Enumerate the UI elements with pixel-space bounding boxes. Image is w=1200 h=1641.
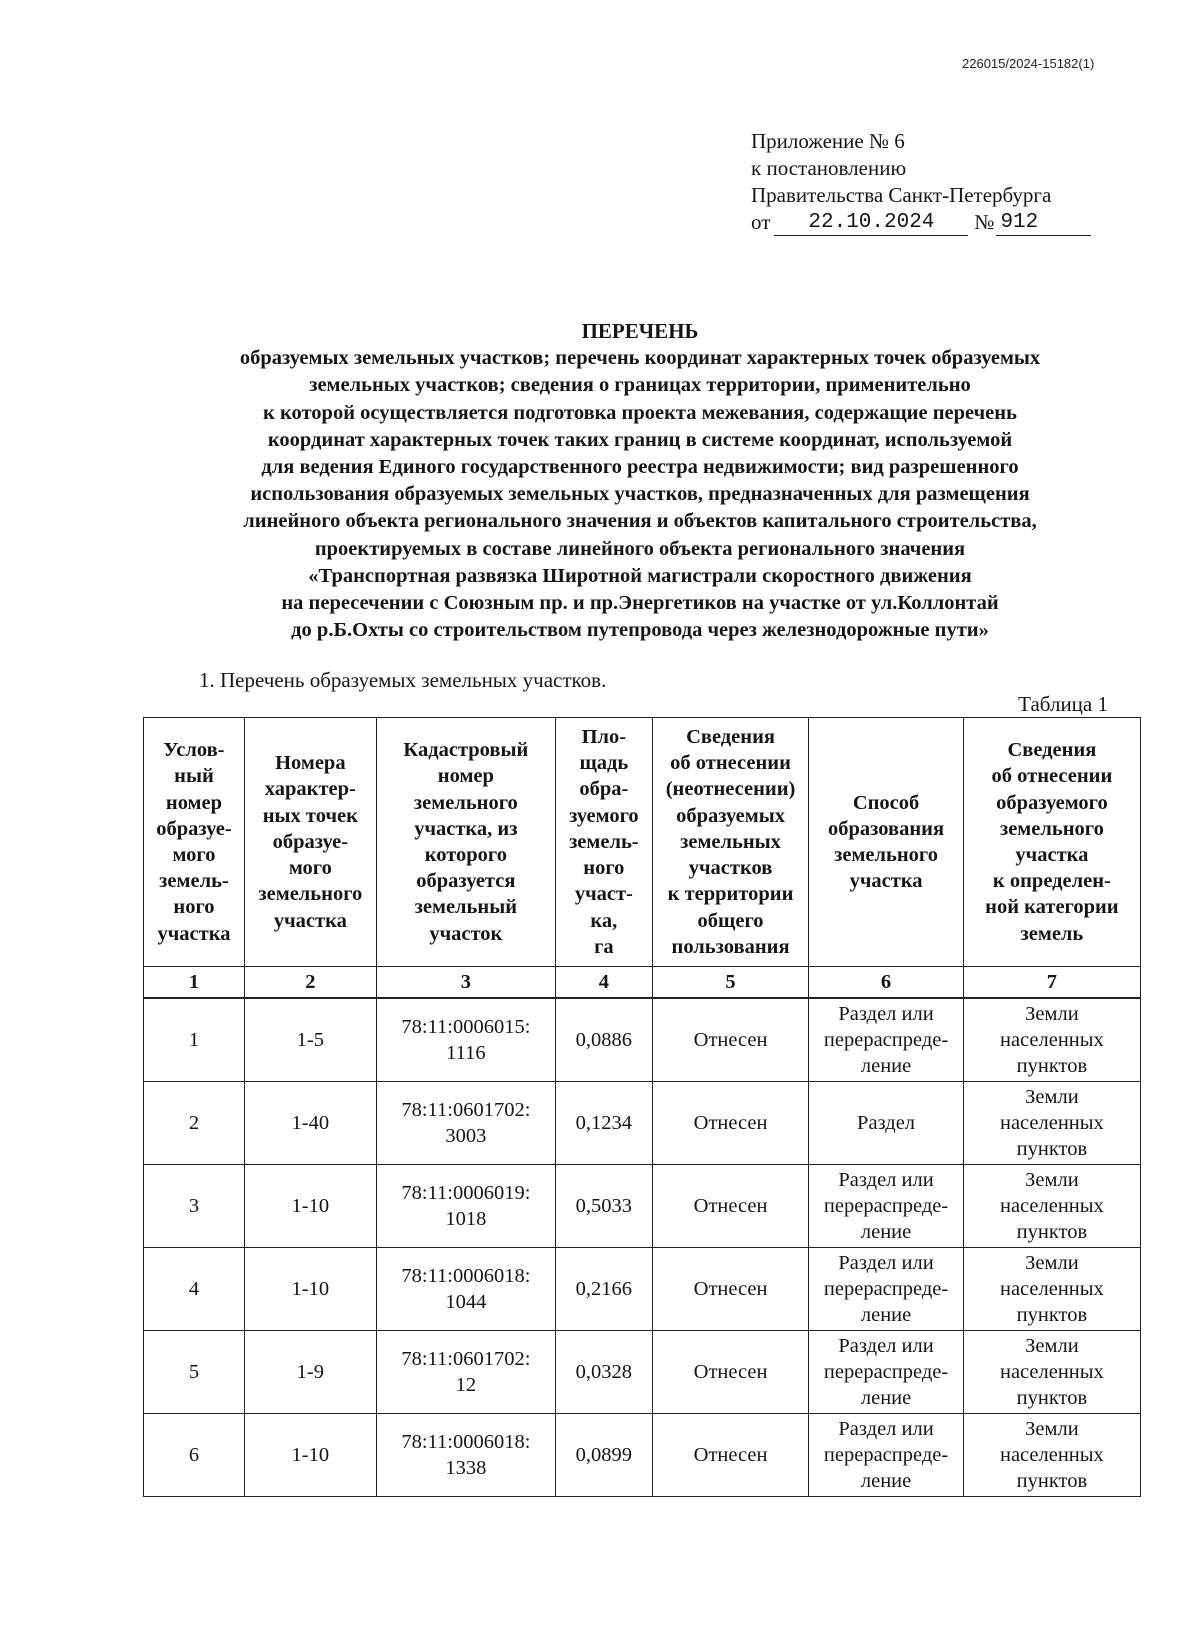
cell-value: 1-5 xyxy=(296,1029,324,1051)
cell-value: 78:11:0006018: 1044 xyxy=(401,1265,531,1313)
table-cell xyxy=(144,1248,245,1331)
cell-value: 78:11:0601702: 3003 xyxy=(401,1099,531,1147)
table-cell xyxy=(376,998,555,1082)
table-cell xyxy=(244,1165,376,1248)
title-line: на пересечении с Союзным пр. и пр.Энергетиков на участке от ул.Коллонтай xyxy=(281,592,999,615)
cell-value: Земли населенных пунктов xyxy=(999,1335,1104,1409)
table-cell xyxy=(963,1165,1140,1248)
title-line: использования образуемых земельных участков, предназначенных для размещения xyxy=(250,483,1030,506)
table-cell xyxy=(376,1331,555,1414)
cell-value: Раздел xyxy=(857,1112,916,1134)
cell-value: Раздел или перераспреде- ление xyxy=(823,1003,949,1077)
table-cell xyxy=(963,1331,1140,1414)
title-line: линейного объекта регионального значения и объектов капитального строительства, xyxy=(243,510,1037,533)
table-cell xyxy=(652,998,809,1082)
appendix-ref: к постановлению xyxy=(751,156,907,180)
cell-value: Земли населенных пунктов xyxy=(999,1418,1104,1492)
table-cell xyxy=(376,1082,555,1165)
table-cell xyxy=(244,998,376,1082)
cell-value: 78:11:0601702: 12 xyxy=(401,1348,531,1396)
cell-value: Земли населенных пунктов xyxy=(999,1252,1104,1326)
column-header xyxy=(652,718,809,967)
table-cell xyxy=(963,998,1140,1082)
document-id: 226015/2024-15182(1) xyxy=(962,56,1095,71)
table-cell xyxy=(376,1414,555,1497)
cell-value: 1 xyxy=(188,1029,200,1051)
cell-value: Раздел или перераспреде- ление xyxy=(823,1335,949,1409)
cell-value: 1-40 xyxy=(291,1112,330,1134)
cell-value: Отнесен xyxy=(693,1278,768,1300)
cell-value: 0,0899 xyxy=(575,1444,633,1466)
resolution-date: 22.10.2024 xyxy=(774,211,968,236)
cell-value: 0,0886 xyxy=(575,1029,633,1051)
column-header-label: Пло- щадь обра- зуемого земель- ного участ- ка, га xyxy=(569,726,639,958)
appendix-authority: Правительства Санкт-Петербурга xyxy=(751,183,1052,207)
cell-value: 4 xyxy=(188,1278,200,1300)
appendix-date-line xyxy=(751,209,1091,236)
cell-value: 78:11:0006015: 1116 xyxy=(401,1016,531,1064)
cell-value: 1-10 xyxy=(291,1195,330,1217)
cell-value: 0,2166 xyxy=(575,1278,633,1300)
table-cell xyxy=(652,1331,809,1414)
title-line: земельных участков; сведения о границах территории, применительно xyxy=(309,374,971,397)
table-cell xyxy=(144,1331,245,1414)
cell-value: Отнесен xyxy=(693,1029,768,1051)
cell-value: 0,5033 xyxy=(575,1195,633,1217)
number-label: № xyxy=(974,210,995,234)
column-header xyxy=(376,718,555,967)
title-body xyxy=(150,345,1130,644)
cell-value: 0,1234 xyxy=(575,1112,633,1134)
cell-value: 2 xyxy=(188,1112,200,1134)
table-row xyxy=(144,1414,1141,1497)
cell-value: 6 xyxy=(188,1444,200,1466)
table-cell xyxy=(809,1414,963,1497)
cell-value: 1-10 xyxy=(291,1278,330,1300)
table-cell xyxy=(809,998,963,1082)
column-header xyxy=(555,718,652,967)
title-line: до р.Б.Охты со строительством путепровода через железнодорожные пути» xyxy=(291,619,989,642)
table-cell xyxy=(652,1248,809,1331)
cell-value: Земли населенных пунктов xyxy=(999,1003,1104,1077)
column-header xyxy=(244,718,376,967)
column-header-label: Сведения об отнесении образуемого земельного участка к определен- ной категории земель xyxy=(985,739,1119,945)
land-plots-table xyxy=(143,717,1141,1497)
appendix-number: Приложение № 6 xyxy=(751,129,905,153)
table-cell xyxy=(555,1165,652,1248)
cell-value: 3 xyxy=(188,1195,200,1217)
table-cell xyxy=(244,1331,376,1414)
table-cell xyxy=(652,1165,809,1248)
column-header-label: Способ образования земельного участка xyxy=(828,791,945,893)
cell-value: Земли населенных пунктов xyxy=(999,1086,1104,1160)
table-cell xyxy=(555,998,652,1082)
table-row xyxy=(144,1165,1141,1248)
table-cell xyxy=(144,1082,245,1165)
column-number: 7 xyxy=(963,967,1140,999)
title-line: координат характерных точек таких границ в системе координат, используемой xyxy=(267,428,1013,451)
cell-value: Раздел или перераспреде- ление xyxy=(823,1418,949,1492)
column-header xyxy=(963,718,1140,967)
title-line: для ведения Единого государственного реестра недвижимости; вид разрешенного xyxy=(261,456,1019,479)
cell-value: Отнесен xyxy=(693,1361,768,1383)
appendix-block xyxy=(751,128,1091,236)
column-header xyxy=(809,718,963,967)
table-cell xyxy=(809,1248,963,1331)
cell-value: 78:11:0006019: 1018 xyxy=(401,1182,531,1230)
table-cell xyxy=(555,1082,652,1165)
table-header-row xyxy=(144,718,1141,967)
table-cell xyxy=(555,1414,652,1497)
table-cell xyxy=(963,1248,1140,1331)
table-cell xyxy=(963,1414,1140,1497)
table-row xyxy=(144,1248,1141,1331)
column-number: 1 xyxy=(144,967,245,999)
cell-value: 78:11:0006018: 1338 xyxy=(401,1431,531,1479)
cell-value: Раздел или перераспреде- ление xyxy=(823,1169,949,1243)
table-cell xyxy=(555,1331,652,1414)
document-title xyxy=(150,318,1130,644)
table-row xyxy=(144,998,1141,1082)
from-label: от xyxy=(751,210,771,234)
column-header-label: Сведения об отнесении (неотнесении) образуемых земельных участков к территории общего пользования xyxy=(665,726,796,958)
column-number: 4 xyxy=(555,967,652,999)
table-column-numbers-row xyxy=(144,967,1141,999)
table-cell xyxy=(144,1165,245,1248)
table-cell xyxy=(144,1414,245,1497)
title-line: образуемых земельных участков; перечень координат характерных точек образуемых xyxy=(239,347,1041,370)
cell-value: Отнесен xyxy=(693,1112,768,1134)
column-header-label: Номера характер- ных точек образуе- мого земельного участка xyxy=(258,752,363,932)
cell-value: 0,0328 xyxy=(575,1361,633,1383)
column-header xyxy=(144,718,245,967)
column-number: 3 xyxy=(376,967,555,999)
cell-value: Земли населенных пунктов xyxy=(999,1169,1104,1243)
title-line: «Транспортная развязка Широтной магистрали скоростного движения xyxy=(308,564,972,587)
title-line: проектируемых в составе линейного объекта регионального значения xyxy=(314,537,966,560)
cell-value: Раздел или перераспреде- ление xyxy=(823,1252,949,1326)
table-cell xyxy=(244,1248,376,1331)
table-cell xyxy=(244,1414,376,1497)
cell-value: 5 xyxy=(188,1361,200,1383)
table-cell xyxy=(809,1331,963,1414)
table-cell xyxy=(376,1248,555,1331)
table-cell xyxy=(809,1165,963,1248)
table-body xyxy=(144,998,1141,1497)
title-heading: ПЕРЕЧЕНЬ xyxy=(581,319,699,343)
resolution-number: 912 xyxy=(996,211,1091,236)
table-cell xyxy=(144,998,245,1082)
title-line: к которой осуществляется подготовка проекта межевания, содержащие перечень xyxy=(263,401,1017,424)
table-cell xyxy=(244,1082,376,1165)
column-header-label: Услов- ный номер образуе- мого земель- ного участка xyxy=(156,739,232,945)
table-cell xyxy=(963,1082,1140,1165)
column-number: 5 xyxy=(652,967,809,999)
column-header-label: Кадастровый номер земельного участка, из которого образуется земельный участок xyxy=(403,739,529,945)
table-cell xyxy=(652,1082,809,1165)
section-title: 1. Перечень образуемых земельных участков. xyxy=(199,668,607,692)
table-cell xyxy=(652,1414,809,1497)
cell-value: 1-9 xyxy=(296,1361,324,1383)
table-row xyxy=(144,1331,1141,1414)
cell-value: 1-10 xyxy=(291,1444,330,1466)
table-cell xyxy=(555,1248,652,1331)
cell-value: Отнесен xyxy=(693,1195,768,1217)
table-cell xyxy=(376,1165,555,1248)
column-number: 6 xyxy=(809,967,963,999)
column-number: 2 xyxy=(244,967,376,999)
table-caption: Таблица 1 xyxy=(1018,692,1108,716)
cell-value: Отнесен xyxy=(693,1444,768,1466)
table-row xyxy=(144,1082,1141,1165)
table-cell xyxy=(809,1082,963,1165)
